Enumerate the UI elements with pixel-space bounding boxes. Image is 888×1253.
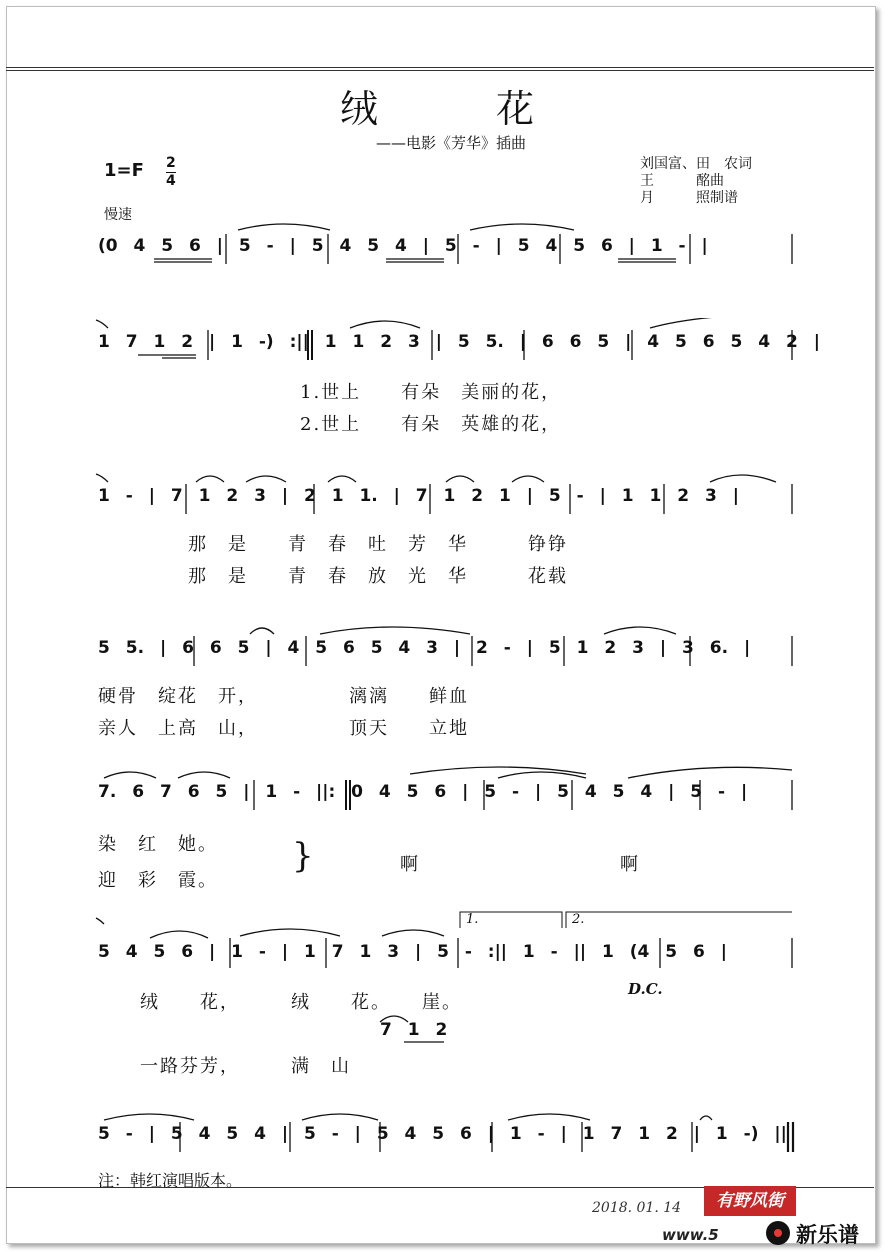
transcriber-logo: 有野风街 [704, 1186, 796, 1216]
row-5-vocalise-1: 啊 [400, 854, 420, 875]
song-subtitle: ——电影《芳华》插曲 [376, 134, 527, 152]
row-3-notes: 1 - | 7 1 2 3 | 2 1 1. | 7 1 2 1 | 5 - | 1 1 2 3 | [98, 486, 739, 506]
volta-1: 1. [466, 912, 479, 927]
staff-row-7 [0, 1108, 888, 1168]
row-4-notes: 5 5. | 6 6 5 | 4 5 6 5 4 3 | 2 - | 5 1 2 3 | 3 6. | [98, 638, 751, 658]
row-6-notes: 5 4 5 6 | 1 - | 1 7 1 3 | 5 - :|| 1 - || 1 (4 5 6 | [98, 942, 727, 962]
credit-music: 王 酩曲 [640, 173, 724, 189]
vinyl-disc-icon [766, 1221, 790, 1245]
row-2-lyrics-verse-1: 1.世上 有朵 美丽的花， [300, 382, 562, 403]
row-3-lyrics-verse-2: 那 是 青 春 放 光 华 花载 [188, 566, 568, 587]
key-signature: 1=F [104, 160, 144, 181]
row-5-vocalise-2: 啊 [620, 854, 640, 875]
final-bar [788, 1122, 793, 1152]
site-url[interactable]: www.5 [662, 1226, 719, 1244]
row-6-alt-notes: 7 1 2 [380, 1020, 448, 1040]
brace: } [292, 836, 314, 876]
credit-lyrics: 刘国富、田 农词 [640, 156, 752, 172]
row-3-lyrics-verse-1: 那 是 青 春 吐 芳 华 铮铮 [188, 534, 568, 555]
row-7-notes: 5 - | 5 4 5 4 | 5 - | 5 4 5 6 | 1 - | 1 7 1 2 | 1 -) || [98, 1124, 787, 1144]
row-5-notes: 7. 6 7 6 5 | 1 - ||: 0 4 5 6 | 5 - | 5 4 5 4 | 5 - | [98, 782, 748, 802]
credit-transcription: 月 照制谱 [640, 190, 738, 206]
time-denominator: 4 [166, 173, 176, 189]
site-brand: 新乐谱 [796, 1223, 859, 1247]
row-2-lyrics-verse-2: 2.世上 有朵 英雄的花， [300, 414, 562, 435]
volta-2: 2. [572, 912, 585, 927]
row-5-lyrics-verse-2: 迎 彩 霞。 [98, 870, 218, 891]
row-2-notes: 1 7 1 2 | 1 -) :|| 1 1 2 3 | 5 5. | 6 6 5 | 4 5 6 5 4 2 | [98, 332, 820, 352]
tie-slur [380, 1016, 408, 1022]
song-title: 绒花 [340, 87, 653, 131]
row-4-lyrics-verse-1: 硬骨 绽花 开， 漓漓 鲜血 [98, 686, 469, 707]
performance-note: 注：韩红演唱版本。 [98, 1171, 243, 1190]
row-6-lyrics-verse-2: 一路芬芳， 满 山 [140, 1056, 351, 1077]
da-capo: D.C. [628, 980, 663, 998]
tempo-marking: 慢速 [104, 207, 132, 223]
time-numerator: 2 [166, 155, 176, 171]
fermata [700, 1116, 712, 1120]
row-5-lyrics-verse-1: 染 红 她。 [98, 834, 218, 855]
row-6-lyrics-verse-1: 绒 花， 绒 花。 崖。 [140, 992, 462, 1013]
transcription-date: 2018. 01. 14 [592, 1200, 682, 1216]
row-1-notes: (0 4 5 6 | 5 - | 5 4 5 4 | 5 - | 5 4 5 6 | 1 - | [98, 236, 708, 256]
tie-slurs [104, 1114, 590, 1120]
row-4-lyrics-verse-2: 亲人 上高 山， 顶天 立地 [98, 718, 469, 739]
